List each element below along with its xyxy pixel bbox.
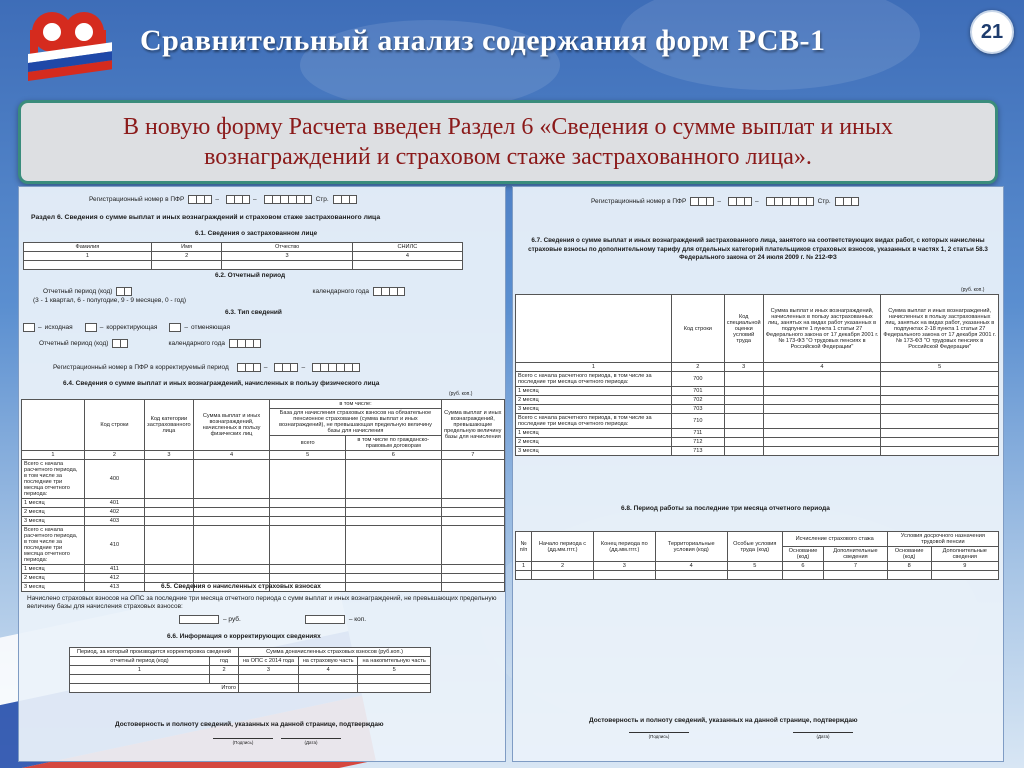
pfr-logo-icon <box>22 6 118 86</box>
table-row: 2 месяц 712 <box>516 438 999 447</box>
period-hint: (3 - 1 квартал, 6 - полугодие, 9 - 9 месяцев, 0 - год) <box>33 297 187 304</box>
table-row: 2 месяц 702 <box>516 396 999 405</box>
s66-title: 6.6. Информация о корректирующих сведениях <box>167 633 321 640</box>
signature-fields: (Подпись) (Дата) <box>209 729 345 739</box>
table-row: Всего с начала расчетного периода, в том числе за последние три месяца отчетного периода: 410 <box>22 526 505 565</box>
s61-table: Фамилия Имя Отчество СНИЛС 1 2 3 4 <box>23 242 463 270</box>
table-row: 3 месяц 703 <box>516 405 999 414</box>
reg-number-boxes <box>188 195 212 204</box>
section-6-title: Раздел 6. Сведения о сумме выплат и иных вознаграждений и страховом стаже застрахованного лица <box>31 214 381 221</box>
type-initial-checkbox <box>23 323 35 332</box>
s67-title: 6.7. Сведения о сумме выплат и иных вознаграждений застрахованного лица, занятого на соответствующих видах работ, с которых начислены страховые взносы по дополнительному тарифу для отдельных категорий плательщиков страховых взносов, указанных в частях 1, 2 статьи 58.3 Федерального закона от 24 июля 2009 г. № 212-ФЗ <box>528 237 988 261</box>
callout-text: В новую форму Расчета введен Раздел 6 «Сведения о сумме выплат и иных вознаграждений и страховом стаже застрахованного лица». <box>122 114 894 170</box>
page-label: Стр. <box>315 196 329 203</box>
table-row: 3 месяц 713 <box>516 447 999 456</box>
slide-title: Сравнительный анализ содержания форм РСВ-1 <box>140 24 826 57</box>
s63-title: 6.3. Тип сведений <box>225 309 282 316</box>
table-row: 2 месяц 412 <box>22 574 505 583</box>
table-row: Всего с начала расчетного периода, в том числе за последние три месяца отчетного периода: 400 <box>22 460 505 499</box>
slide-number-badge: 21 <box>970 10 1014 54</box>
s61-title: 6.1. Сведения о застрахованном лице <box>195 230 318 237</box>
table-row: 1 месяц 401 <box>22 499 505 508</box>
confirm-text-right: Достоверность и полноту сведений, указанных на данной странице, подтверждаю <box>589 717 858 724</box>
s65-text: Начислено страховых взносов на ОПС за последние три месяца отчетного периода с сумм выплат и иных вознаграждений, не превышающих предельную величину базы для начисления страховых взносов: <box>27 595 497 610</box>
s66-table: Период, за который производится корректировка сведений Сумма доначисленных страховых взносов (руб.коп.) отчетный период (код) год на ОПС с 2014 года на страховую часть на накопительную часть 1 2 3 4 5 Итого <box>69 647 431 693</box>
period-code-boxes <box>116 287 132 296</box>
s67-table: Код строки Код специальной оценки условий труда Сумма выплат и иных вознаграждений, начисленных в пользу застрахованных лиц, занятых на видах работ указанных в подпункте 1 пункта 1 статьи 27 Федерального закона от 17 декабря 2001 г. № 173-ФЗ "О трудовых пенсиях в Российской Федерации" Сумма выплат и иных вознаграждений, начисленных в пользу застрахованных лиц, занятых на видах работ, указанных в подпунктах 2-18 пункта 1 статьи 27 Федерального закона от 17 декабря 2001 г. № 173-ФЗ "О трудовых пенсиях в Российской Федерации" 1 2 3 4 5 Всего с начала расчетного периода, в том числе за последние три месяца отчетного периода: 700 1 месяц 701 2 месяц 702 3 месяц 703 Всего с начала расчетного периода, в том числе за последние три месяца отчетного периода: 710 1 месяц 711 2 месяц 712 3 месяц 713 <box>515 294 999 456</box>
table-row: Всего с начала расчетного периода, в том числе за последние три месяца отчетного периода: 710 <box>516 414 999 429</box>
table-row: Всего с начала расчетного периода, в том числе за последние три месяца отчетного периода: 700 <box>516 372 999 387</box>
reg-number-label: Регистрационный номер в ПФР <box>89 196 185 203</box>
s68-table: № п/п Начало периода с (дд.мм.гггг.) Конец периода по (дд.мм.гггг.) Территориальные условия (код) Особые условия труда (код) Исчисление страхового стажа Условия досрочного назначения трудовой пенсии Основание (код) Дополнительные сведения Основание (код) Дополнительные сведения 1 2 3 4 5 6 7 8 9 <box>515 531 999 580</box>
corr-reg-label: Регистрационный номер в ПФР в корректируемый период <box>53 364 229 371</box>
type-cancelling-checkbox <box>169 323 181 332</box>
year-label: календарного года <box>312 288 370 295</box>
confirm-text: Достоверность и полноту сведений, указанных на данной странице, подтверждаю <box>115 721 384 728</box>
table-row: 1 месяц 701 <box>516 387 999 396</box>
form-page-left: Регистрационный номер в ПФР – – Стр. Раздел 6. Сведения о сумме выплат и иных вознаграждений и страховом стаже застрахованного лица 6.1. Сведения о застрахованном лице Фамилия Имя Отчество СНИЛС 1 2 3 4 6.2. Отчетный период Отчетный период (код) календарного года (3 - 1 квартал, 6 - полугодие, 9 - 9 месяцев, 0 - год) 6.3. Тип сведений – исходная – корректирующая – отменяющая Отчетный период (код) календарного года Регистрационный номер в ПФР в корректируемый период – – 6.4. Сведения о сумме выплат и иных вознаграждений, начисленных в пользу физического лица (руб. коп.) Код строки Код категории застрахованного лица Сумма выплат и иных вознаграждений, начисленных в пользу физических лиц в том числе: Сумма выплат и иных вознаграждений, превышающие предельную величину базы для начисления База для начисления страховых взносов на обязательное пенсионное страхование (сумма выплат и иных вознаграждений), не превышающая предельную величину базы для начисления всего в том числе по гражданско-правовым договорам 1 2 3 4 5 6 7 Всего с начала расчетного периода, в том числе за последние три месяца отчетного периода: 400 1 месяц 401 2 месяц 402 3 месяц 403 Всего с начала расчетного периода, в том числе за последние три месяца отчетного периода: 410 1 месяц 411 2 месяц 412 3 месяц 413 6.5. Сведения о начисленных страховых взносах Начислено страховых взносов на ОПС за последние три месяца отчетного периода с сумм выплат и иных вознаграждений, не превышающих предельную величину базы для начисления страховых взносов: – руб. – коп. 6.6. Информация о корректирующих сведениях Период, за который производится корректировка сведений Сумма доначисленных страховых взносов (руб.коп.) отчетный период (код) год на ОПС с 2014 года на страховую часть на накопительную часть 1 2 3 4 5 Итого Достоверность и полноту сведений, указанных на данной странице, подтверждаю (Подпись) (Дата) <box>18 186 506 762</box>
s68-title: 6.8. Период работы за последние три месяца отчетного периода <box>621 505 830 512</box>
s64-table: Код строки Код категории застрахованного лица Сумма выплат и иных вознаграждений, начисленных в пользу физических лиц в том числе: Сумма выплат и иных вознаграждений, превышающие предельную величину базы для начисления База для начисления страховых взносов на обязательное пенсионное страхование (сумма выплат и иных вознаграждений), не превышающая предельную величину базы для начисления всего в том числе по гражданско-правовым договорам 1 2 3 4 5 6 7 Всего с начала расчетного периода, в том числе за последние три месяца отчетного периода: 400 1 месяц 401 2 месяц 402 3 месяц 403 Всего с начала расчетного периода, в том числе за последние три месяца отчетного периода: 410 1 месяц 411 2 месяц 412 3 месяц 413 <box>21 399 505 592</box>
form-page-right: Регистрационный номер в ПФР – – Стр. 6.7. Сведения о сумме выплат и иных вознаграждений застрахованного лица, занятого на соответствующих видах работ, с которых начислены страховые взносы по дополнительному тарифу для отдельных категорий плательщиков страховых взносов, указанных в частях 1, 2 статьи 58.3 Федерального закона от 24 июля 2009 г. № 212-ФЗ (руб. коп.) Код строки Код специальной оценки условий труда Сумма выплат и иных вознаграждений, начисленных в пользу застрахованных лиц, занятых на видах работ указанных в подпункте 1 пункта 1 статьи 27 Федерального закона от 17 декабря 2001 г. № 173-ФЗ "О трудовых пенсиях в Российской Федерации" Сумма выплат и иных вознаграждений, начисленных в пользу застрахованных лиц, занятых на видах работ, указанных в подпунктах 2-18 пункта 1 статьи 27 Федерального закона от 17 декабря 2001 г. № 173-ФЗ "О трудовых пенсиях в Российской Федерации" 1 2 3 4 5 Всего с начала расчетного периода, в том числе за последние три месяца отчетного периода: 700 1 месяц 701 2 месяц 702 3 месяц 703 Всего с начала расчетного периода, в том числе за последние три месяца отчетного периода: 710 1 месяц 711 2 месяц 712 3 месяц 713 6.8. Период работы за последние три месяца отчетного периода № п/п Начало периода с (дд.мм.гггг.) Конец периода по (дд.мм.гггг.) Территориальные условия (код) Особые условия труда (код) Исчисление страхового стажа Условия досрочного назначения трудовой пенсии Основание (код) Дополнительные сведения Основание (код) Дополнительные сведения 1 2 3 4 5 6 7 8 9 Достоверность и полноту сведений, указанных на данной странице, подтверждаю (Подпись) (Дата) <box>512 186 1004 762</box>
signature-fields-right: (Подпись) (Дата) <box>625 723 857 733</box>
table-row: 3 месяц 413 <box>22 583 505 592</box>
period-label: Отчетный период (код) <box>43 288 113 295</box>
table-row: 1 месяц 711 <box>516 429 999 438</box>
slide-header <box>0 0 1024 92</box>
table-row: 1 месяц 411 <box>22 565 505 574</box>
s65-title: 6.5. Сведения о начисленных страховых взносах <box>161 583 321 590</box>
s62-title: 6.2. Отчетный период <box>215 272 286 279</box>
table-row: 3 месяц 403 <box>22 517 505 526</box>
table-row: 2 месяц 402 <box>22 508 505 517</box>
callout-box <box>18 100 998 184</box>
s64-title: 6.4. Сведения о сумме выплат и иных вознаграждений, начисленных в пользу физического лица <box>63 380 380 387</box>
year-boxes <box>373 287 405 296</box>
type-correcting-checkbox <box>85 323 97 332</box>
